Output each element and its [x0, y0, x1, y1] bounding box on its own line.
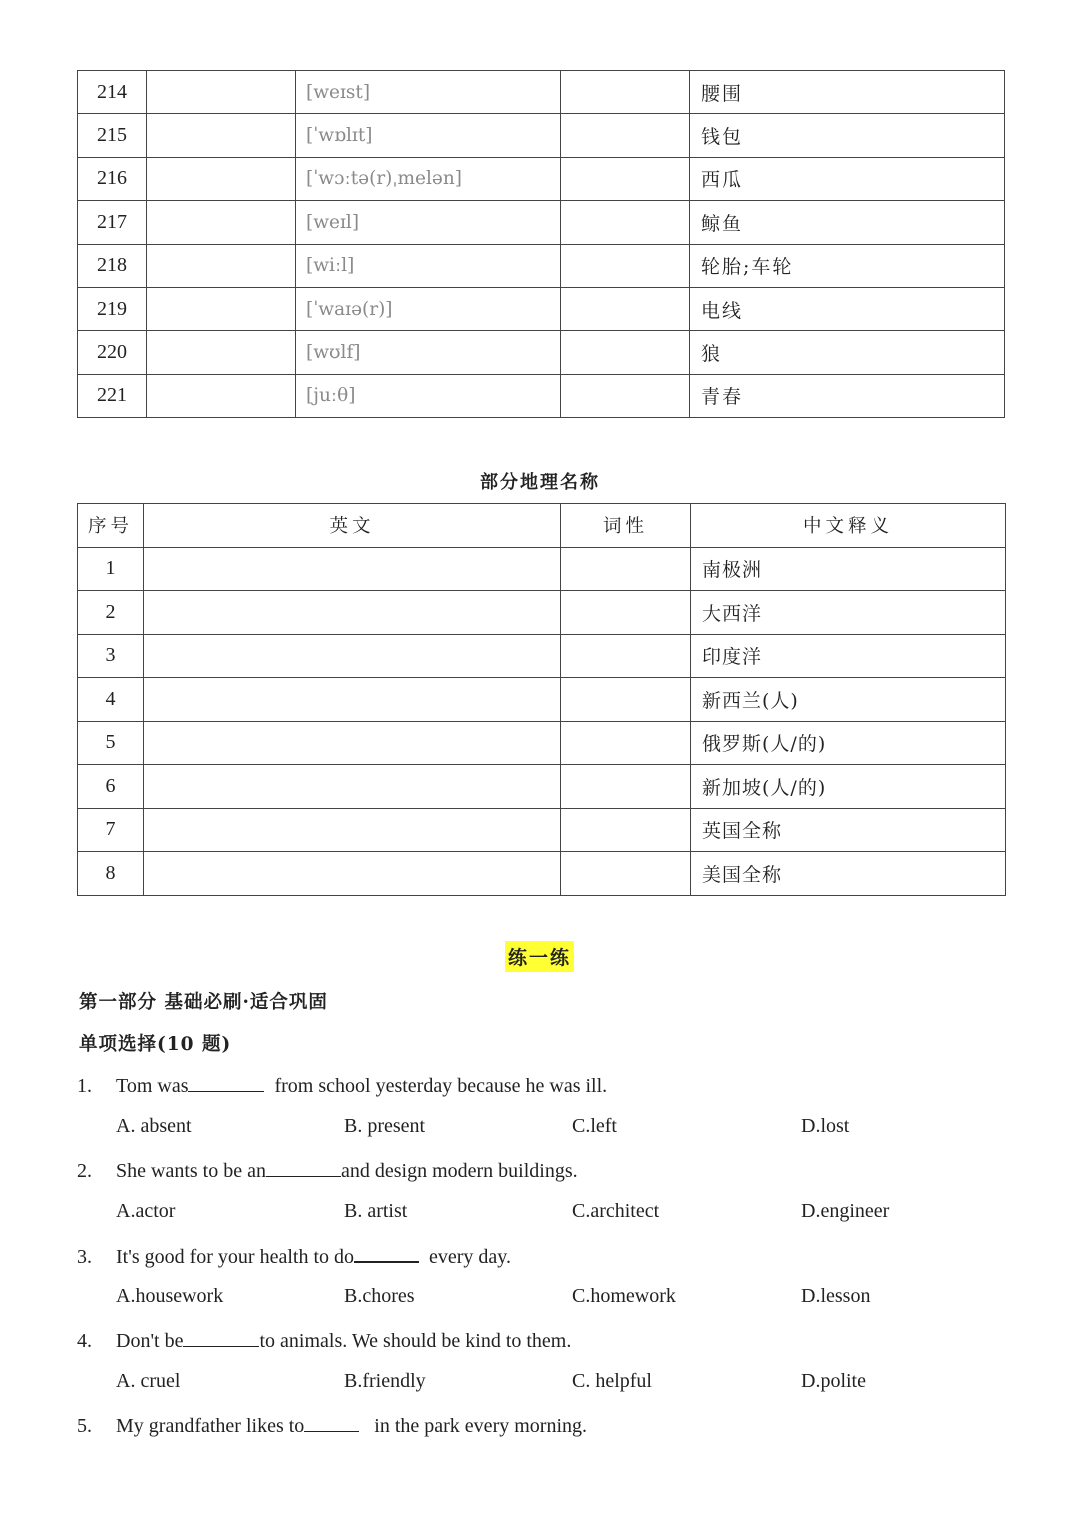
question-5: [77, 1413, 587, 1438]
option-d: D.engineer: [801, 1200, 890, 1222]
option-c: C.homework: [572, 1285, 676, 1307]
word-cell: [147, 71, 296, 114]
row-number: 6: [78, 765, 144, 809]
phonetic-cell: [ˈwɔːtə(r)ˌmelən]: [296, 157, 561, 200]
answer-blank: [354, 1243, 419, 1263]
option-d: D.lesson: [801, 1285, 871, 1307]
option-b: B.friendly: [344, 1370, 426, 1392]
option-d: D.lost: [801, 1115, 850, 1137]
row-number: 218: [78, 244, 147, 287]
question-text-before: Don't be: [116, 1330, 184, 1352]
option-b: B.chores: [344, 1285, 415, 1307]
question-number: 2.: [77, 1160, 92, 1182]
table-row: [78, 765, 1006, 809]
option-c: C. helpful: [572, 1370, 652, 1392]
question-number: 4.: [77, 1330, 92, 1352]
word-cell: [147, 244, 296, 287]
meaning-cell: 轮胎;车轮: [690, 244, 1005, 287]
meaning-cell: 狼: [690, 331, 1005, 374]
table-row: [78, 244, 1005, 287]
table-row: [78, 547, 1006, 591]
table-row: [78, 287, 1005, 330]
part-heading: 第一部分 基础必刷·适合巩固: [79, 992, 328, 1013]
header-pos: 词性: [561, 504, 691, 548]
pos-cell: [561, 765, 691, 809]
phonetic-cell: [ˈwɒlɪt]: [296, 114, 561, 157]
pos-cell: [561, 114, 690, 157]
meaning-cell: 大西洋: [691, 591, 1006, 635]
pos-cell: [561, 374, 690, 417]
question-number: 5.: [77, 1415, 92, 1437]
pos-cell: [561, 591, 691, 635]
answer-blank: [183, 1328, 259, 1347]
word-cell: [147, 374, 296, 417]
pos-cell: [561, 852, 691, 896]
option-a: A. cruel: [116, 1370, 181, 1392]
meaning-cell: 南极洲: [691, 547, 1006, 591]
pos-cell: [561, 547, 691, 591]
word-cell: [147, 331, 296, 374]
english-cell: [144, 591, 561, 635]
meaning-cell: 美国全称: [691, 852, 1006, 896]
header-num: 序号: [78, 504, 144, 548]
question-number: 3.: [77, 1246, 92, 1268]
table-row: [78, 721, 1006, 765]
question-text-before: It's good for your health to do: [116, 1246, 355, 1268]
option-a: A. absent: [116, 1115, 192, 1137]
pos-cell: [561, 634, 691, 678]
phonetic-cell: [wiːl]: [296, 244, 561, 287]
english-cell: [144, 547, 561, 591]
question-text-before: My grandfather likes to: [116, 1415, 305, 1437]
meaning-cell: 电线: [690, 287, 1005, 330]
table-row: [78, 114, 1005, 157]
english-cell: [144, 765, 561, 809]
pos-cell: [561, 678, 691, 722]
row-number: 5: [78, 721, 144, 765]
table-header-row: [78, 504, 1006, 548]
table-row: [78, 71, 1005, 114]
question-text-after: every day.: [429, 1246, 512, 1268]
pos-cell: [561, 721, 691, 765]
table-row: [78, 591, 1006, 635]
meaning-cell: 英国全称: [691, 808, 1006, 852]
answer-blank: [188, 1073, 264, 1092]
table-row: [78, 678, 1006, 722]
row-number: 219: [78, 287, 147, 330]
pos-cell: [561, 201, 690, 244]
meaning-cell: 印度洋: [691, 634, 1006, 678]
question-2: [77, 1158, 578, 1183]
table-row: [78, 808, 1006, 852]
pos-cell: [561, 157, 690, 200]
row-number: 7: [78, 808, 144, 852]
phonetic-cell: [weɪst]: [296, 71, 561, 114]
question-3: [77, 1243, 511, 1269]
answer-blank: [266, 1158, 341, 1177]
word-cell: [147, 287, 296, 330]
vocab-table: [77, 70, 1005, 418]
option-c: C.architect: [572, 1200, 660, 1222]
meaning-cell: 新西兰(人): [691, 678, 1006, 722]
table-row: [78, 374, 1005, 417]
option-b: B. artist: [344, 1200, 408, 1222]
question-text-after: in the park every morning.: [374, 1415, 587, 1437]
meaning-cell: 钱包: [690, 114, 1005, 157]
meaning-cell: 鲸鱼: [690, 201, 1005, 244]
pos-cell: [561, 808, 691, 852]
phonetic-cell: [juːθ]: [296, 374, 561, 417]
row-number: 1: [78, 547, 144, 591]
row-number: 4: [78, 678, 144, 722]
geo-table: [77, 503, 1006, 896]
word-cell: [147, 201, 296, 244]
table-row: [78, 201, 1005, 244]
pos-cell: [561, 331, 690, 374]
row-number: 2: [78, 591, 144, 635]
english-cell: [144, 808, 561, 852]
question-text-before: Tom was: [116, 1075, 189, 1097]
english-cell: [144, 721, 561, 765]
question-text-after: from school yesterday because he was ill.: [274, 1075, 608, 1097]
geo-section-title: 部分地理名称: [480, 472, 600, 493]
meaning-cell: 腰围: [690, 71, 1005, 114]
pos-cell: [561, 244, 690, 287]
question-number: 1.: [77, 1075, 92, 1097]
question-text-after: to animals. We should be kind to them.: [259, 1330, 572, 1352]
row-number: 221: [78, 374, 147, 417]
option-a: A.housework: [116, 1285, 224, 1307]
row-number: 215: [78, 114, 147, 157]
option-b: B. present: [344, 1115, 426, 1137]
option-c: C.left: [572, 1115, 617, 1137]
meaning-cell: 俄罗斯(人/的): [691, 721, 1006, 765]
pos-cell: [561, 71, 690, 114]
answer-blank: [304, 1413, 359, 1432]
question-4: [77, 1328, 571, 1353]
english-cell: [144, 852, 561, 896]
phonetic-cell: [weɪl]: [296, 201, 561, 244]
table-row: [78, 852, 1006, 896]
question-text-after: and design modern buildings.: [340, 1160, 578, 1182]
question-text-before: She wants to be an: [116, 1160, 266, 1182]
row-number: 216: [78, 157, 147, 200]
table-row: [78, 157, 1005, 200]
row-number: 217: [78, 201, 147, 244]
row-number: 220: [78, 331, 147, 374]
phonetic-cell: [ˈwaɪə(r)]: [296, 287, 561, 330]
practice-title: 练一练: [505, 941, 574, 972]
meaning-cell: 青春: [690, 374, 1005, 417]
row-number: 3: [78, 634, 144, 678]
row-number: 8: [78, 852, 144, 896]
option-d: D.polite: [801, 1370, 866, 1392]
word-cell: [147, 157, 296, 200]
header-meaning: 中文释义: [691, 504, 1006, 548]
phonetic-cell: [wʊlf]: [296, 331, 561, 374]
option-a: A.actor: [116, 1200, 176, 1222]
table-row: [78, 331, 1005, 374]
table-row: [78, 634, 1006, 678]
meaning-cell: 新加坡(人/的): [691, 765, 1006, 809]
question-1: [77, 1073, 607, 1098]
row-number: 214: [78, 71, 147, 114]
word-cell: [147, 114, 296, 157]
header-english: 英文: [144, 504, 561, 548]
english-cell: [144, 634, 561, 678]
english-cell: [144, 678, 561, 722]
section-heading: 单项选择(10 题): [79, 1034, 232, 1055]
meaning-cell: 西瓜: [690, 157, 1005, 200]
pos-cell: [561, 287, 690, 330]
